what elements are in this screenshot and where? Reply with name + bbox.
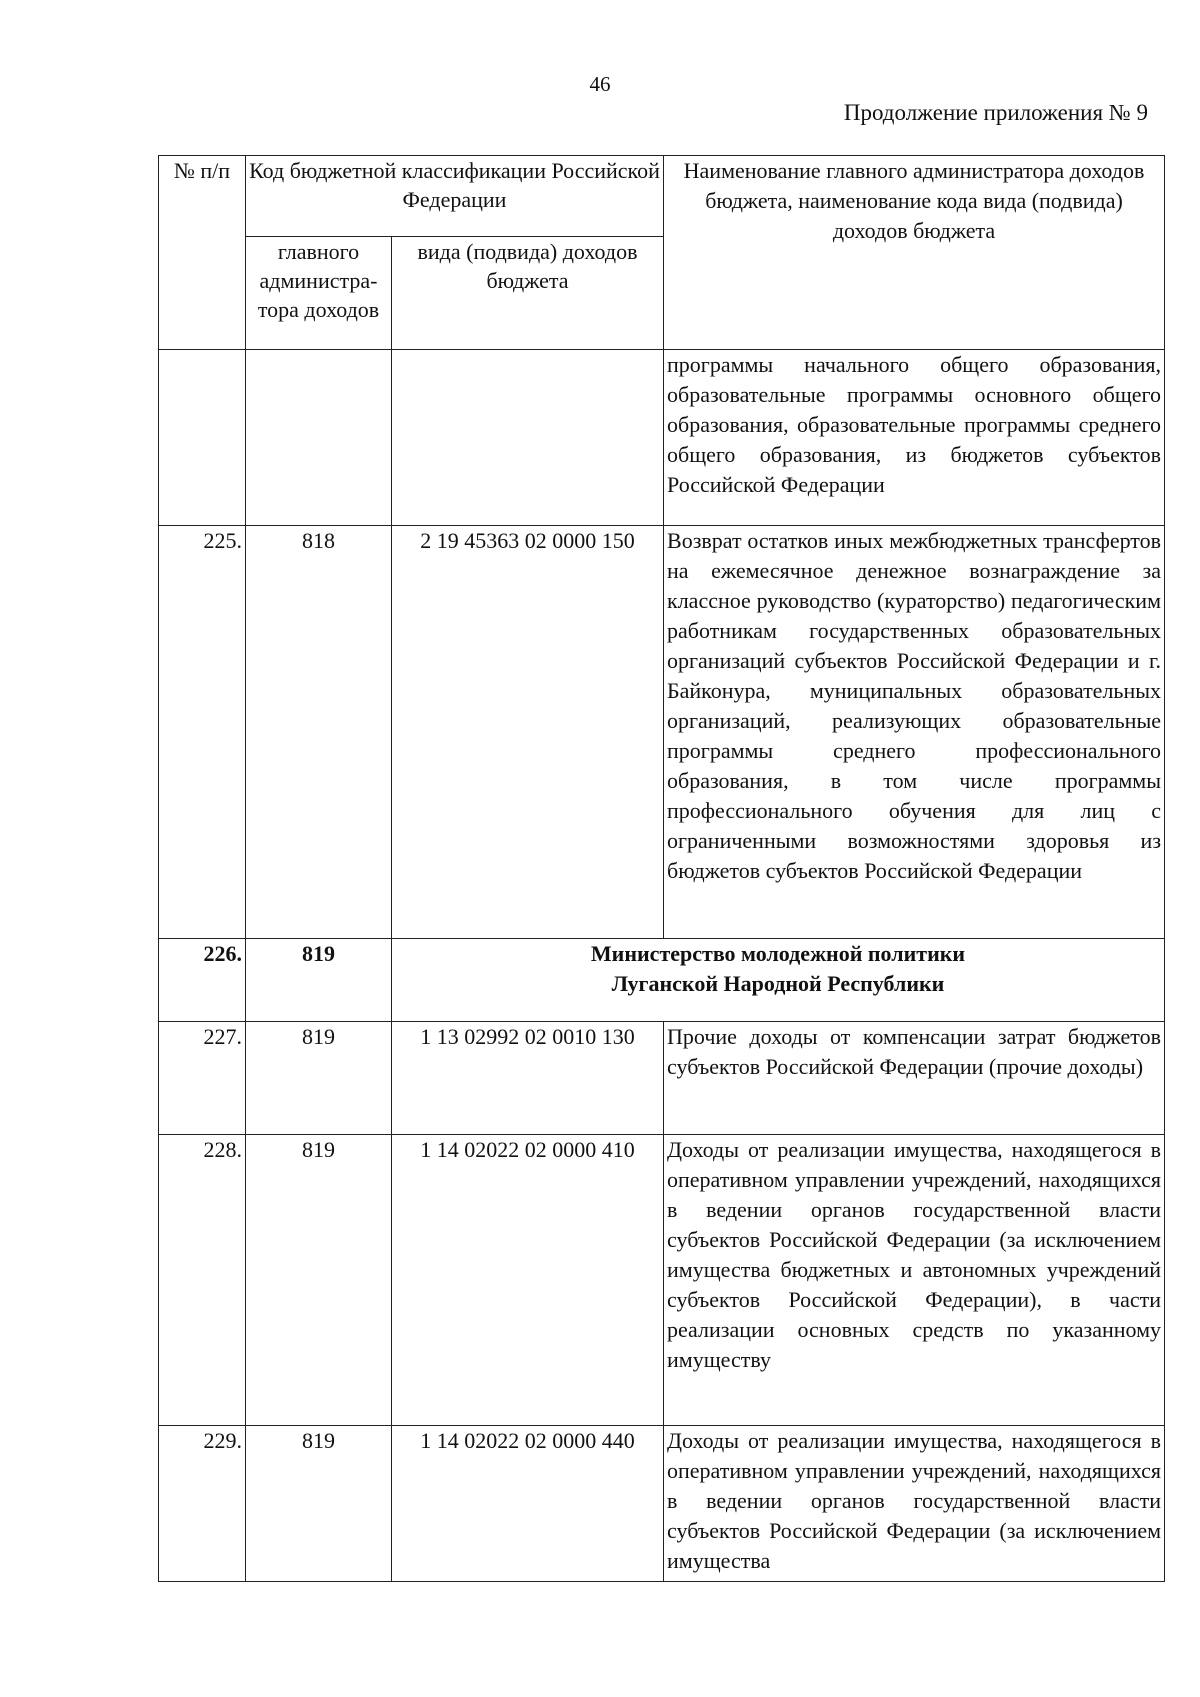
- row-income-code: 1 13 02992 02 0010 130: [392, 1022, 664, 1135]
- row-number: 227.: [159, 1022, 246, 1135]
- header-income-type-code: вида (подвида) доходов бюджета: [392, 237, 664, 350]
- row-number: [159, 350, 246, 526]
- table-row: [159, 1022, 1165, 1135]
- table-row: [159, 350, 1165, 526]
- row-income-code: 1 14 02022 02 0000 440: [392, 1426, 664, 1582]
- table-row-ministry: [159, 939, 1165, 1022]
- row-admin-code: 819: [246, 1135, 392, 1426]
- row-description: Прочие доходы от компенсации затрат бюджетов субъектов Российской Федерации (прочие доходы): [664, 1022, 1165, 1135]
- budget-classification-table: [158, 155, 1165, 1582]
- row-income-code: [392, 350, 664, 526]
- row-admin-code: 819: [246, 939, 392, 1022]
- row-description: Возврат остатков иных межбюджетных трансфертов на ежемесячное денежное вознаграждение за классное руководство (кураторство) педагогическим работникам государственных образовательных организаций субъектов Российской Федерации и г. Байконура, муниципальных образовательных организаций, реализующих образовательные программы среднего профессионального образования, в том числе программы профессионального обучения для лиц с ограниченными возможностями здоровья из бюджетов субъектов Российской Федерации: [664, 526, 1165, 939]
- header-number: № п/п: [159, 156, 246, 350]
- row-number: 226.: [159, 939, 246, 1022]
- header-name: Наименование главного администратора доходов бюджета, наименование кода вида (подвида) доходов бюджета: [664, 156, 1165, 350]
- row-number: 228.: [159, 1135, 246, 1426]
- ministry-title-line2: Луганской Народной Республики: [611, 971, 945, 996]
- row-number: 229.: [159, 1426, 246, 1582]
- ministry-title-line1: Министерство молодежной политики: [590, 941, 966, 966]
- row-admin-code: [246, 350, 392, 526]
- ministry-title: [392, 939, 1165, 1022]
- row-admin-code: 819: [246, 1426, 392, 1582]
- row-admin-code: 818: [246, 526, 392, 939]
- row-description: Доходы от реализации имущества, находящегося в оперативном управлении учреждений, находящихся в ведении органов государственной власти субъектов Российской Федерации (за исключением имущества: [664, 1426, 1165, 1582]
- row-income-code: 1 14 02022 02 0000 410: [392, 1135, 664, 1426]
- table-row: [159, 1135, 1165, 1426]
- page-number: 46: [589, 72, 611, 96]
- table-row: [159, 1426, 1165, 1582]
- row-number: 225.: [159, 526, 246, 939]
- row-description: программы начального общего образования, образовательные программы основного общего образования, образовательные программы среднего общего образования, из бюджетов субъектов Российской Федерации: [664, 350, 1165, 526]
- row-income-code: 2 19 45363 02 0000 150: [392, 526, 664, 939]
- continuation-title: Продолжение приложения № 9: [843, 100, 1148, 125]
- header-code-group: Код бюджетной классификации Российской Федерации: [246, 156, 664, 237]
- row-admin-code: 819: [246, 1022, 392, 1135]
- table-row: [159, 526, 1165, 939]
- row-description: Доходы от реализации имущества, находящегося в оперативном управлении учреждений, находящихся в ведении органов государственной власти субъектов Российской Федерации (за исключением имущества бюджетных и автономных учреждений субъектов Российской Федерации), в части реализации основных средств по указанному имуществу: [664, 1135, 1165, 1426]
- header-admin-code: главного администра-тора доходов: [246, 237, 392, 350]
